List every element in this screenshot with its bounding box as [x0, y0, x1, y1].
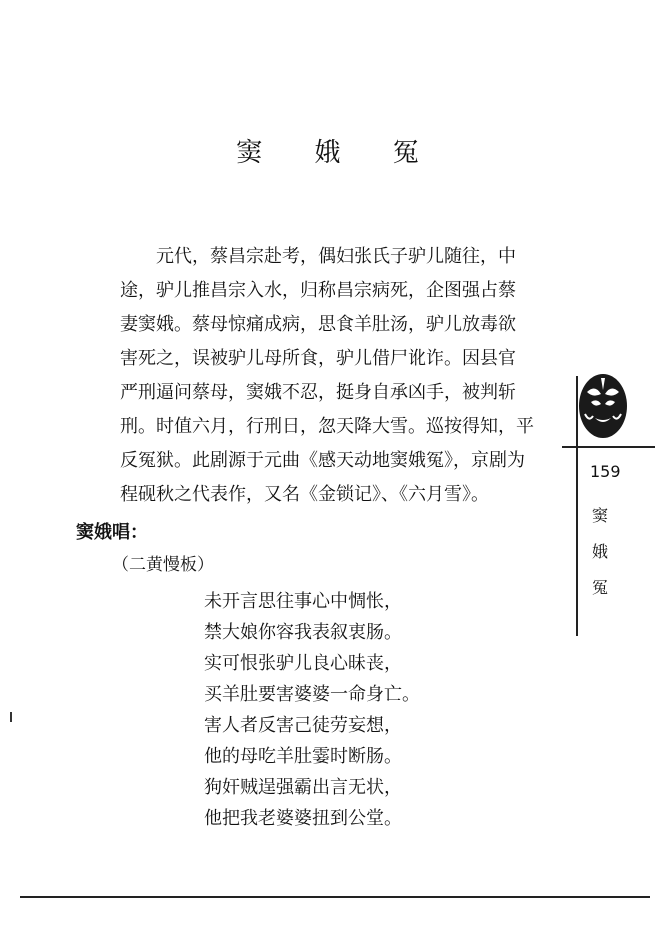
intro-line: 元代，蔡昌宗赴考，偶妇张氏子驴儿随往，中 — [156, 246, 516, 267]
lyric-line: 实可恨张驴儿良心昧丧， — [204, 653, 402, 674]
lyric-line: 买羊肚要害婆婆一命身亡。 — [204, 684, 420, 705]
intro-line: 严刑逼问蔡母，窦娥不忍，挺身自承凶手，被判斩 — [120, 382, 516, 403]
bottom-rule — [20, 896, 650, 898]
lyrics-list — [204, 586, 420, 834]
intro-line: 刑。时值六月，行刑日，忽天降大雪。巡按得知，平 — [120, 416, 534, 437]
sidebar-title-char: 窦 — [591, 506, 608, 525]
opera-mask-icon — [573, 370, 629, 442]
sidebar-horizontal-rule — [562, 446, 655, 448]
intro-line: 程砚秋之代表作，又名《金锁记》、《六月雪》。 — [120, 484, 489, 505]
intro-line: 反冤狱。此剧源于元曲《感天动地窦娥冤》，京剧为 — [120, 450, 525, 471]
intro-line: 妻窦娥。蔡母惊痛成病，思食羊肚汤，驴儿放毒欲 — [120, 314, 516, 335]
sidebar-title-char: 冤 — [591, 578, 608, 597]
lyric-line: 未开言思往事心中惆怅， — [204, 591, 402, 612]
sidebar-running-title — [590, 498, 610, 606]
sidebar-title-char: 娥 — [591, 542, 608, 561]
lyric-line: 他的母吃羊肚霎时断肠。 — [204, 746, 402, 767]
intro-line: 害死之，误被驴儿母所食，驴儿借尸讹诈。因县官 — [120, 348, 516, 369]
intro-paragraph — [120, 240, 560, 512]
tune-label: （二黄慢板） — [112, 555, 214, 575]
lyric-line: 他把我老婆婆扭到公堂。 — [204, 808, 402, 829]
intro-line: 途，驴儿推昌宗入水，归称昌宗病死，企图强占蔡 — [120, 280, 516, 301]
lyric-line: 禁大娘你容我表叙衷肠。 — [204, 622, 402, 643]
margin-mark — [10, 712, 12, 722]
singer-label: 窦娥唱： — [76, 522, 148, 543]
lyric-line: 狗奸贼逞强霸出言无状， — [204, 777, 402, 798]
lyric-line: 害人者反害己徒劳妄想， — [204, 715, 402, 736]
page-title: 窦 娥 冤 — [236, 138, 441, 168]
page-number: 159 — [590, 462, 621, 481]
